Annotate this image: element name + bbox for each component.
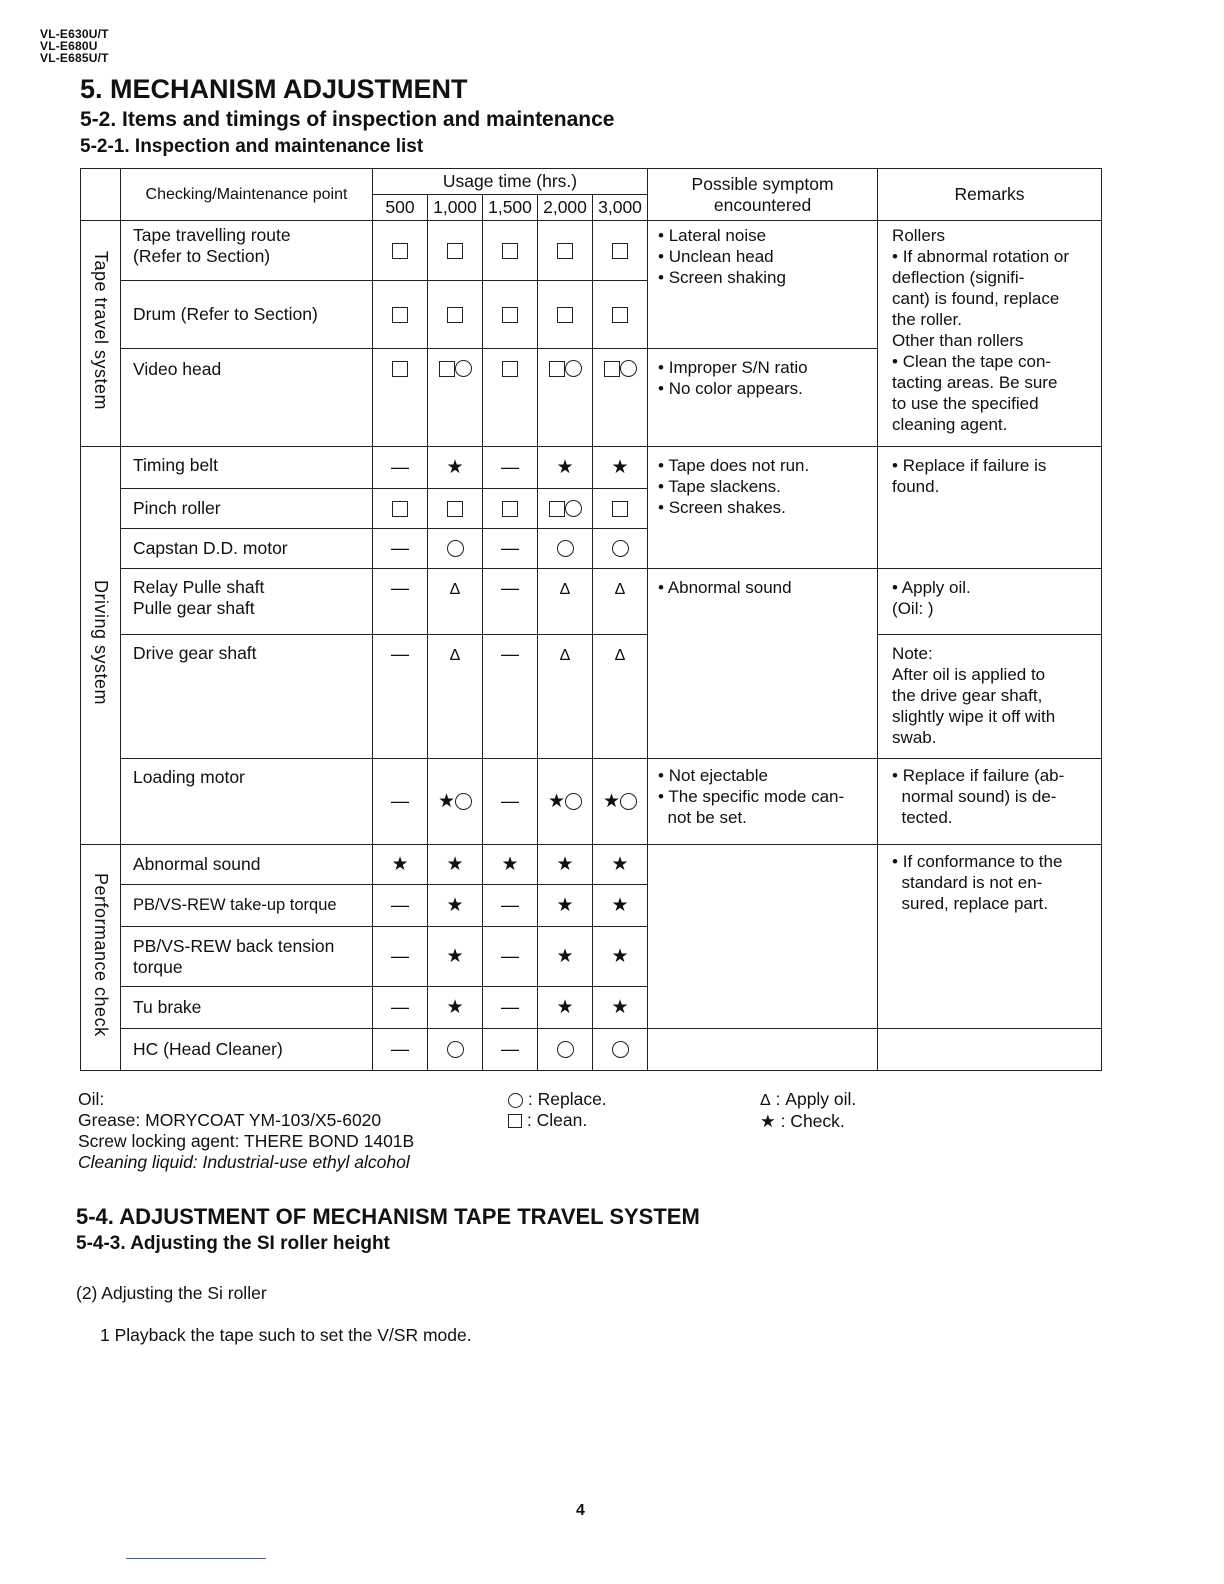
header-remarks: Remarks	[878, 169, 1102, 221]
table-row	[81, 845, 1102, 885]
mark-cell	[373, 569, 428, 635]
mark-cell	[373, 845, 428, 885]
point-cell: PB/VS-REW back tension torque	[121, 927, 373, 987]
group-driving: Driving system	[81, 447, 121, 845]
mark-cell	[538, 281, 593, 349]
mark-cell	[538, 987, 593, 1029]
none-dash-icon: —	[391, 997, 409, 1017]
clean-square-icon	[502, 361, 518, 377]
model-3: VL-E685U/T	[40, 51, 109, 65]
clean-square-icon	[508, 1114, 522, 1128]
mark-cell	[593, 349, 648, 447]
group-tape-travel: Tape travel system	[81, 221, 121, 447]
legend-materials	[78, 1089, 414, 1173]
step-title: (2) Adjusting the Si roller	[76, 1283, 267, 1303]
mark-cell	[538, 349, 593, 447]
table-row	[81, 635, 1102, 759]
section2-title: 5-4. ADJUSTMENT OF MECHANISM TAPE TRAVEL SYSTEM	[76, 1204, 700, 1229]
symptom-cell-empty	[648, 845, 878, 1029]
check-star-icon: ★	[501, 854, 519, 875]
apply-oil-triangle-icon: Δ	[449, 647, 461, 664]
clean-square-icon	[502, 501, 518, 517]
legend-screw: Screw locking agent: THERE BOND 1401B	[78, 1131, 415, 1151]
header-hour: 2,000	[538, 195, 593, 221]
symptom-cell: • Improper S/N ratio • No color appears.	[648, 349, 878, 447]
check-star-icon: ★	[611, 946, 629, 967]
mark-cell	[428, 845, 483, 885]
mark-cell	[483, 987, 538, 1029]
remarks-cell: Rollers • If abnormal rotation or deflection (signifi- cant) is found, replace the roller. Other than rollers • Clean the tape con- tacting areas. Be sure to use the specified cleaning agent.	[878, 221, 1102, 447]
point-cell: Loading motor	[121, 759, 373, 845]
section2-subtitle: 5-4-3. Adjusting the SI roller height	[76, 1233, 390, 1254]
mark-cell	[428, 489, 483, 529]
clean-square-icon	[439, 361, 455, 377]
legend-replace: : Replace.	[527, 1089, 607, 1109]
check-star-icon: ★	[611, 997, 629, 1018]
check-star-icon: ★	[446, 854, 464, 875]
clean-square-icon	[557, 307, 573, 323]
none-dash-icon: —	[391, 895, 409, 915]
check-star-icon: ★	[446, 895, 464, 916]
point-cell: Capstan D.D. motor	[121, 529, 373, 569]
check-star-icon: ★	[556, 946, 574, 967]
header-hour: 3,000	[593, 195, 648, 221]
none-dash-icon: —	[501, 895, 519, 915]
apply-oil-triangle-icon: Δ	[559, 581, 571, 598]
point-cell: Tape travelling route (Refer to Section)	[121, 221, 373, 281]
mark-cell	[483, 569, 538, 635]
point-cell: Timing belt	[121, 447, 373, 489]
table-row	[81, 759, 1102, 845]
apply-oil-triangle-icon: Δ	[449, 581, 461, 598]
check-star-icon: ★	[611, 895, 629, 916]
clean-square-icon	[604, 361, 620, 377]
remarks-cell: • Replace if failure is found.	[878, 447, 1102, 569]
check-star-icon: ★	[603, 791, 621, 812]
symptom-cell: • Abnormal sound	[648, 569, 878, 759]
mark-cell	[593, 447, 648, 489]
point-cell: HC (Head Cleaner)	[121, 1029, 373, 1071]
check-star-icon: ★	[556, 457, 574, 478]
check-star-icon: ★	[446, 997, 464, 1018]
none-dash-icon: —	[501, 538, 519, 558]
symptom-cell: • Not ejectable • The specific mode can- not be set.	[648, 759, 878, 845]
clean-square-icon	[612, 243, 628, 259]
mark-cell	[373, 885, 428, 927]
mark-cell	[373, 447, 428, 489]
replace-circle-icon	[612, 1041, 629, 1058]
symptom-cell: • Lateral noise • Unclean head • Screen shaking	[648, 221, 878, 349]
none-dash-icon: —	[501, 1039, 519, 1059]
symptom-cell-empty	[648, 1029, 878, 1071]
replace-circle-icon	[565, 360, 582, 377]
mark-cell	[373, 221, 428, 281]
table-row	[81, 221, 1102, 281]
none-dash-icon: —	[501, 457, 519, 477]
mark-cell	[428, 987, 483, 1029]
mark-cell	[373, 987, 428, 1029]
check-star-icon: ★	[446, 457, 464, 478]
mark-cell	[373, 927, 428, 987]
mark-cell	[538, 885, 593, 927]
step-1: 1 Playback the tape such to set the V/SR mode.	[100, 1325, 472, 1345]
table-row	[81, 1029, 1102, 1071]
remarks-cell: • If conformance to the standard is not en- sured, replace part.	[878, 845, 1102, 1029]
none-dash-icon: —	[391, 457, 409, 477]
point-cell: Relay Pulle shaft Pulle gear shaft	[121, 569, 373, 635]
clean-square-icon	[549, 501, 565, 517]
legend-symbols-2	[760, 1089, 856, 1132]
check-star-icon: ★	[556, 854, 574, 875]
replace-circle-icon	[557, 540, 574, 557]
inspection-table	[80, 168, 1102, 1071]
mark-cell	[593, 569, 648, 635]
mark-cell	[593, 1029, 648, 1071]
replace-circle-icon	[447, 540, 464, 557]
mark-cell	[538, 569, 593, 635]
check-star-icon: ★	[391, 854, 409, 875]
mark-cell	[428, 349, 483, 447]
remarks-cell-empty	[878, 1029, 1102, 1071]
point-cell: Video head	[121, 349, 373, 447]
mark-cell	[538, 529, 593, 569]
clean-square-icon	[447, 243, 463, 259]
point-cell: PB/VS-REW take-up torque	[121, 885, 373, 927]
legend-oil: Oil:	[78, 1089, 105, 1109]
mark-cell	[373, 759, 428, 845]
header-hour: 500	[373, 195, 428, 221]
clean-square-icon	[557, 243, 573, 259]
header-hour: 1,000	[428, 195, 483, 221]
mark-cell	[483, 635, 538, 759]
symptom-cell: • Tape does not run. • Tape slackens. • Screen shakes.	[648, 447, 878, 569]
mark-cell	[593, 927, 648, 987]
check-star-icon: ★	[437, 791, 456, 812]
mark-cell	[373, 635, 428, 759]
clean-square-icon	[392, 361, 408, 377]
legend-clean: : Clean.	[526, 1110, 588, 1130]
header-blank	[81, 169, 121, 221]
header-symptom: Possible symptom encountered	[648, 169, 878, 221]
check-star-icon: ★	[446, 946, 464, 967]
mark-cell	[538, 1029, 593, 1071]
mark-cell	[593, 281, 648, 349]
table-row	[81, 447, 1102, 489]
remarks-cell: • Apply oil. (Oil: )	[878, 569, 1102, 635]
none-dash-icon: —	[501, 946, 519, 966]
point-cell: Drum (Refer to Section)	[121, 281, 373, 349]
replace-circle-icon	[620, 793, 637, 810]
replace-circle-icon	[565, 500, 582, 517]
mark-cell	[483, 927, 538, 987]
mark-cell	[428, 569, 483, 635]
check-star-icon: ★	[760, 1111, 776, 1131]
none-dash-icon: —	[501, 578, 519, 598]
replace-circle-icon	[455, 793, 472, 810]
replace-circle-icon	[447, 1041, 464, 1058]
table-row	[81, 569, 1102, 635]
clean-square-icon	[392, 307, 408, 323]
point-cell: Abnormal sound	[121, 845, 373, 885]
apply-oil-triangle-icon: Δ	[614, 581, 626, 598]
mark-cell	[538, 759, 593, 845]
mark-cell	[428, 885, 483, 927]
none-dash-icon: —	[391, 1039, 409, 1059]
none-dash-icon: —	[501, 791, 519, 811]
legend-symbols-1	[508, 1089, 607, 1131]
header-hour: 1,500	[483, 195, 538, 221]
clean-square-icon	[549, 361, 565, 377]
check-star-icon: ★	[556, 997, 574, 1018]
mark-cell	[538, 845, 593, 885]
header-usage: Usage time (hrs.)	[373, 169, 648, 195]
mark-cell	[483, 281, 538, 349]
mark-cell	[593, 221, 648, 281]
clean-square-icon	[612, 501, 628, 517]
mark-cell	[428, 635, 483, 759]
clean-square-icon	[612, 307, 628, 323]
mark-cell	[428, 447, 483, 489]
subsection-title: 5-2-1. Inspection and maintenance list	[80, 136, 424, 157]
none-dash-icon: —	[391, 538, 409, 558]
footer-line	[126, 1558, 266, 1559]
mark-cell	[538, 927, 593, 987]
replace-circle-icon	[565, 793, 582, 810]
point-cell: Pinch roller	[121, 489, 373, 529]
replace-circle-icon	[557, 1041, 574, 1058]
mark-cell	[483, 1029, 538, 1071]
replace-circle-icon	[612, 540, 629, 557]
mark-cell	[428, 281, 483, 349]
mark-cell	[483, 885, 538, 927]
model-2: VL-E680U	[40, 39, 98, 53]
mark-cell	[593, 489, 648, 529]
check-star-icon: ★	[547, 791, 566, 812]
none-dash-icon: —	[391, 791, 409, 811]
clean-square-icon	[447, 307, 463, 323]
mark-cell	[483, 447, 538, 489]
mark-cell	[428, 1029, 483, 1071]
mark-cell	[428, 927, 483, 987]
none-dash-icon: —	[391, 644, 409, 664]
clean-square-icon	[447, 501, 463, 517]
mark-cell	[593, 529, 648, 569]
mark-cell	[373, 489, 428, 529]
mark-cell	[593, 845, 648, 885]
replace-circle-icon	[455, 360, 472, 377]
point-cell: Drive gear shaft	[121, 635, 373, 759]
mark-cell	[538, 635, 593, 759]
apply-oil-triangle-icon: Δ	[760, 1092, 771, 1109]
apply-oil-triangle-icon: Δ	[614, 647, 626, 664]
remarks-cell: Note: After oil is applied to the drive gear shaft, slightly wipe it off with swab.	[878, 635, 1102, 759]
model-1: VL-E630U/T	[40, 27, 109, 41]
mark-cell	[483, 221, 538, 281]
legend-check: : Check.	[780, 1111, 845, 1131]
replace-circle-icon	[620, 360, 637, 377]
legend-grease: Grease: MORYCOAT YM-103/X5-6020	[78, 1110, 382, 1130]
replace-circle-icon	[508, 1093, 523, 1108]
mark-cell	[483, 489, 538, 529]
none-dash-icon: —	[501, 997, 519, 1017]
model-list	[40, 28, 109, 64]
legend-cleaning: Cleaning liquid: Industrial-use ethyl alcohol	[78, 1152, 410, 1172]
group-performance: Performance check	[81, 845, 121, 1071]
page-title: 5. MECHANISM ADJUSTMENT	[80, 74, 468, 104]
none-dash-icon: —	[501, 644, 519, 664]
mark-cell	[373, 281, 428, 349]
page-number: 4	[576, 1502, 585, 1519]
mark-cell	[538, 489, 593, 529]
none-dash-icon: —	[391, 946, 409, 966]
clean-square-icon	[392, 243, 408, 259]
mark-cell	[483, 759, 538, 845]
mark-cell	[538, 447, 593, 489]
mark-cell	[593, 635, 648, 759]
mark-cell	[373, 1029, 428, 1071]
legend-apply-oil: : Apply oil.	[775, 1089, 857, 1109]
none-dash-icon: —	[391, 578, 409, 598]
point-cell: Tu brake	[121, 987, 373, 1029]
header-point: Checking/Maintenance point	[121, 169, 373, 221]
mark-cell	[483, 349, 538, 447]
mark-cell	[428, 221, 483, 281]
mark-cell	[428, 529, 483, 569]
mark-cell	[538, 221, 593, 281]
apply-oil-triangle-icon: Δ	[559, 647, 571, 664]
mark-cell	[483, 845, 538, 885]
check-star-icon: ★	[611, 457, 629, 478]
clean-square-icon	[392, 501, 408, 517]
mark-cell	[593, 885, 648, 927]
check-star-icon: ★	[611, 854, 629, 875]
mark-cell	[483, 529, 538, 569]
clean-square-icon	[502, 243, 518, 259]
mark-cell	[593, 759, 648, 845]
mark-cell	[593, 987, 648, 1029]
remarks-cell: • Replace if failure (ab- normal sound) is de- tected.	[878, 759, 1102, 845]
mark-cell	[428, 759, 483, 845]
section-title: 5-2. Items and timings of inspection and maintenance	[80, 108, 615, 131]
check-star-icon: ★	[556, 895, 574, 916]
mark-cell	[373, 529, 428, 569]
clean-square-icon	[502, 307, 518, 323]
mark-cell	[373, 349, 428, 447]
